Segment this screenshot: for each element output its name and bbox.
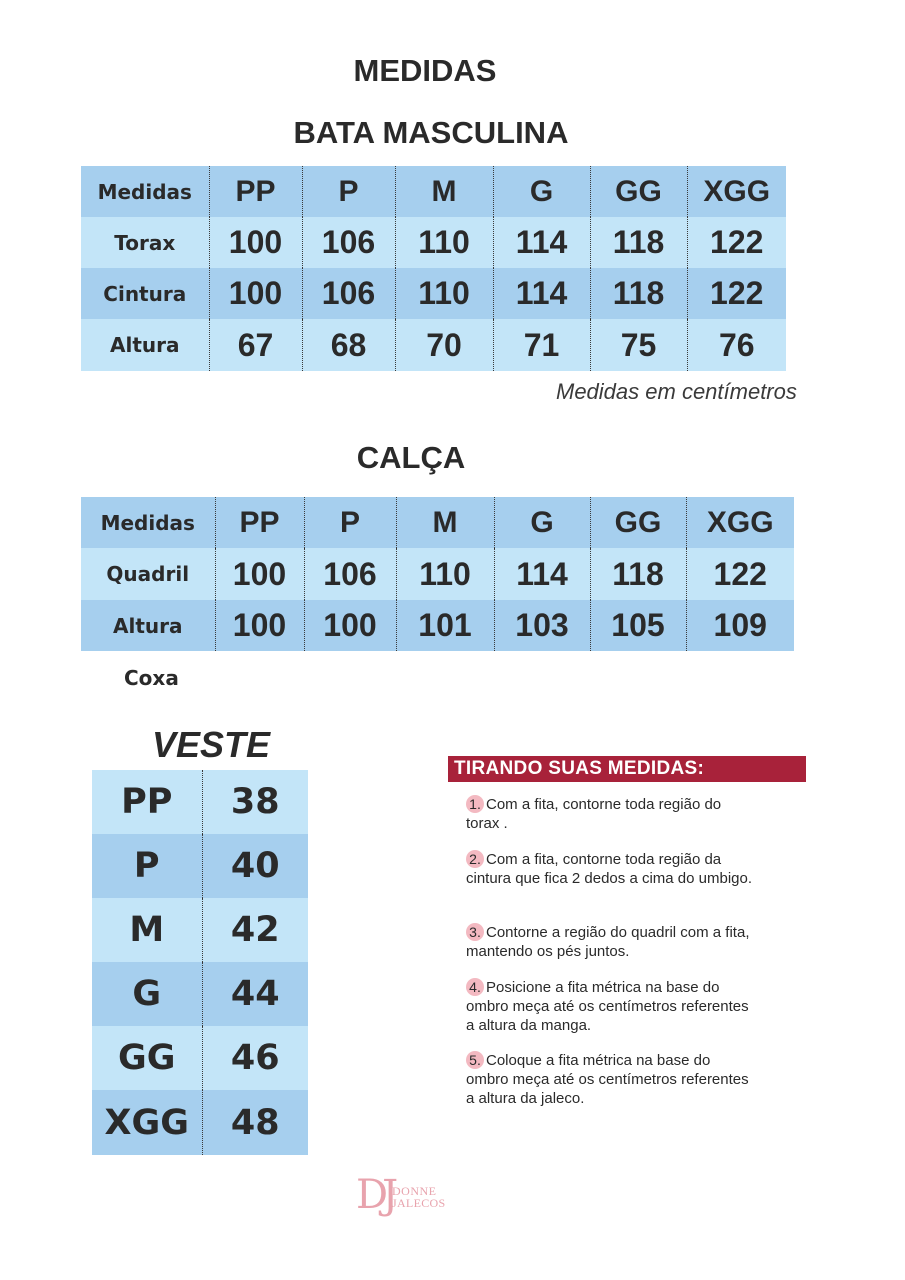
table-cell: 100 — [304, 600, 396, 651]
calca-size-g: G — [494, 497, 590, 548]
table-cell: 71 — [493, 319, 590, 371]
table-cell: 70 — [395, 319, 493, 371]
row-label: Torax — [81, 217, 209, 268]
calca-size-p: P — [304, 497, 396, 548]
step-number-badge: 1. — [466, 795, 484, 813]
row-label: Quadril — [81, 548, 215, 600]
instruction-step-4 — [466, 978, 756, 1035]
table-cell: 118 — [590, 268, 687, 319]
table-cell: 114 — [493, 217, 590, 268]
veste-value: 42 — [202, 898, 308, 962]
bata-size-xgg: XGG — [687, 166, 786, 217]
step-number-badge: 2. — [466, 850, 484, 868]
table-cell: 122 — [687, 268, 786, 319]
table-cell: 100 — [215, 548, 304, 600]
veste-row — [92, 1090, 308, 1155]
bata-title: BATA MASCULINA — [293, 115, 569, 150]
veste-value: 46 — [202, 1026, 308, 1090]
bata-header-label: Medidas — [81, 166, 209, 217]
instruction-step-1 — [466, 795, 756, 833]
step-text: Contorne a região do quadril com a fita, mantendo os pés juntos. — [466, 924, 750, 960]
table-cell: 118 — [590, 217, 687, 268]
veste-title: VESTE — [152, 724, 271, 765]
calca-size-gg: GG — [590, 497, 686, 548]
veste-row — [92, 898, 308, 962]
units-note: Medidas em centímetros — [556, 379, 797, 404]
table-cell: 101 — [396, 600, 494, 651]
bata-table — [81, 166, 786, 371]
instruction-step-3 — [466, 923, 756, 961]
table-cell: 100 — [209, 268, 302, 319]
step-text: Com a fita, contorne toda região do torax . — [466, 796, 722, 832]
table-cell: 109 — [686, 600, 794, 651]
calca-table — [81, 497, 794, 651]
table-cell: 114 — [494, 548, 590, 600]
instruction-step-2 — [466, 850, 756, 888]
veste-size: XGG — [92, 1090, 202, 1155]
calca-size-xgg: XGG — [686, 497, 794, 548]
logo-monogram: DJ — [356, 1172, 393, 1218]
calca-header-label: Medidas — [81, 497, 215, 548]
table-cell: 105 — [590, 600, 686, 651]
row-label: Cintura — [81, 268, 209, 319]
calca-title: CALÇA — [356, 440, 466, 475]
page-title: MEDIDAS — [353, 53, 497, 88]
table-cell: 100 — [209, 217, 302, 268]
veste-size: GG — [92, 1026, 202, 1090]
calca-row-altura — [81, 600, 794, 651]
table-cell: 106 — [304, 548, 396, 600]
table-cell: 106 — [302, 268, 395, 319]
table-cell: 100 — [215, 600, 304, 651]
bata-size-g: G — [493, 166, 590, 217]
calca-size-pp: PP — [215, 497, 304, 548]
logo-line-2: JALECOS — [392, 1196, 446, 1210]
brand-logo — [356, 1172, 466, 1224]
bata-row-cintura — [81, 268, 786, 319]
step-text: Com a fita, contorne toda região da cintura que fica 2 dedos a cima do umbigo. — [466, 851, 753, 887]
veste-value: 40 — [202, 834, 308, 898]
step-number-badge: 4. — [466, 978, 484, 996]
table-cell: 75 — [590, 319, 687, 371]
step-text: Coloque a fita métrica na base do ombro meça até os centímetros referentes a altura da jaleco. — [466, 1052, 749, 1107]
table-cell: 106 — [302, 217, 395, 268]
calca-header-row — [81, 497, 794, 548]
step-number-badge: 5. — [466, 1051, 484, 1069]
veste-size: P — [92, 834, 202, 898]
veste-row — [92, 1026, 308, 1090]
table-cell: 103 — [494, 600, 590, 651]
veste-row — [92, 770, 308, 834]
step-text: Posicione a fita métrica na base do ombro meça até os centímetros referentes a altura da manga. — [466, 979, 749, 1034]
veste-size: M — [92, 898, 202, 962]
calca-size-m: M — [396, 497, 494, 548]
veste-size: PP — [92, 770, 202, 834]
veste-row — [92, 962, 308, 1026]
table-cell: 114 — [493, 268, 590, 319]
table-cell: 76 — [687, 319, 786, 371]
bata-row-torax — [81, 217, 786, 268]
table-cell: 68 — [302, 319, 395, 371]
instruction-step-5 — [466, 1051, 756, 1108]
coxa-label: Coxa — [124, 666, 179, 690]
bata-size-gg: GG — [590, 166, 687, 217]
bata-header-row — [81, 166, 786, 217]
bata-size-m: M — [395, 166, 493, 217]
step-number-badge: 3. — [466, 923, 484, 941]
veste-size: G — [92, 962, 202, 1026]
row-label: Altura — [81, 600, 215, 651]
table-cell: 110 — [395, 217, 493, 268]
bata-size-pp: PP — [209, 166, 302, 217]
veste-value: 38 — [202, 770, 308, 834]
instructions-banner: TIRANDO SUAS MEDIDAS: — [448, 756, 806, 782]
table-cell: 67 — [209, 319, 302, 371]
table-cell: 122 — [687, 217, 786, 268]
veste-row — [92, 834, 308, 898]
table-cell: 110 — [395, 268, 493, 319]
veste-value: 44 — [202, 962, 308, 1026]
table-cell: 110 — [396, 548, 494, 600]
row-label: Altura — [81, 319, 209, 371]
calca-row-quadril — [81, 548, 794, 600]
table-cell: 118 — [590, 548, 686, 600]
veste-value: 48 — [202, 1090, 308, 1155]
bata-row-altura — [81, 319, 786, 371]
bata-size-p: P — [302, 166, 395, 217]
veste-table — [92, 770, 308, 1155]
logo-line-1: DONNE — [392, 1184, 437, 1198]
table-cell: 122 — [686, 548, 794, 600]
